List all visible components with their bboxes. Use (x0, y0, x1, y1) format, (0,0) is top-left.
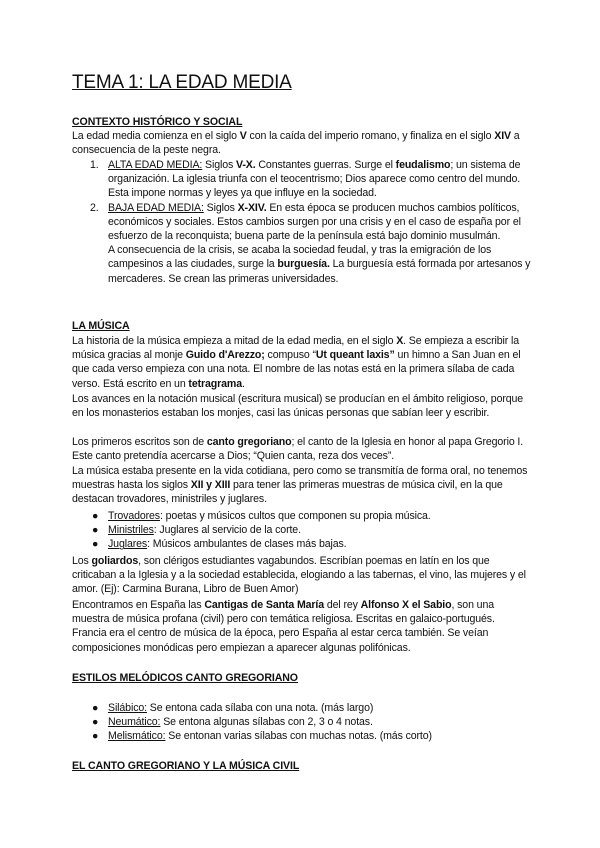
section-heading-estilos: ESTILOS MELÓDICOS CANTO GREGORIANO (72, 672, 298, 684)
list-item-trovadores: ● Trovadores: poetas y músicos cultos que componen su propia música. (92, 510, 431, 522)
list-item-neumatico: ● Neumático: Se entona algunas sílabas con 2, 3 o 4 notas. (92, 716, 373, 729)
section-heading-canto-civil: EL CANTO GREGORIANO Y LA MÚSICA CIVIL (72, 760, 300, 772)
periods-list (72, 158, 532, 286)
page-title: TEMA 1: LA EDAD MEDIA (72, 72, 292, 93)
contexto-intro: La edad media comienza en el siglo V con la caída del imperio romano, y finaliza en el siglo XIV a consecuencia de la peste negra. (72, 130, 520, 157)
musica-paragraph-4: La música estaba presente en la vida cotidiana, pero como se transmitía de forma oral, no tenemos muestras hasta los siglos XII y XIII para tener las primeras muestras de música civil, en la que destacan trovadores, ministriles y juglares. (72, 465, 528, 506)
musicos-list (72, 509, 532, 552)
musica-paragraph-1: La historia de la música empieza a mitad de la edad media, en el siglo X. Se empieza a escribir la música gracias al monje Guido d'Arezzo; compuso “Ut queant laxis” un himno a San Juan en el que cada verso empieza con una nota. El nombre de las notas está en la primera sílaba de cada verso. Está escrito en un tetragrama. (72, 335, 521, 390)
estilos-list (72, 701, 532, 744)
list-item-juglares: ● Juglares: Músicos ambulantes de clases más bajas. (92, 538, 347, 551)
list-item-ministriles: ● Ministriles: Juglares al servicio de la corte. (92, 524, 301, 537)
musica-paragraph-3: Los primeros escritos son de canto gregoriano; el canto de la Iglesia en honor al papa Gregorio I. Este canto pretendía acercarse a Dios; “Quien canta, reza dos veces”. (72, 436, 524, 463)
section-heading-contexto: CONTEXTO HISTÓRICO Y SOCIAL (72, 116, 243, 128)
list-item-alta-edad-media: 1. ALTA EDAD MEDIA: Siglos V-X. Constantes guerras. Surge el feudalismo; un sistema de organización. La iglesia triunfa con el teocentrismo; Dios aparece como centro del mundo. Esta impone normas y leyes ya que influye en la sociedad. (90, 159, 521, 200)
section-heading-musica: LA MÚSICA (72, 320, 130, 332)
list-item-melismatico: ● Melismático: Se entonan varias sílabas con muchas notas. (más corto) (92, 730, 432, 743)
musica-paragraph-6: Encontramos en España las Cantigas de Santa María del rey Alfonso X el Sabio, son una muestra de música profana (civil) pero con temática religiosa. Escritas en galaico-portugués. Francia era el centro de música de la época, pero España al estar cerca también. Se veían composiciones monódicas pero empiezan a aparecer algunas polifónicas. (72, 599, 495, 654)
musica-paragraph-5: Los goliardos, son clérigos estudiantes vagabundos. Escribían poemas en latín en los que criticaban a la Iglesia y a la sociedad establecida, elogiando a las tabernas, el vino, las mujeres y el amor. (Ej): Carmina Burana, Libro de Buen Amor) (72, 555, 526, 596)
list-item-baja-edad-media: 2. BAJA EDAD MEDIA: Siglos X-XIV. En esta época se producen muchos cambios políticos, económicos y sociales. Estos cambios surgen por una crisis y en el caso de españa por el esfuerzo de la reconquista; buena parte de la península está bajo dominio musulmán. A consecuencia de la crisis, se acaba la sociedad feudal, y tras la emigración de los campesinos a las ciudades, surge la burguesía. La burguesía está formada por artesanos y mercaderes. Se crean las primeras universidades. (90, 201, 531, 285)
list-item-silabico: ● Silábico: Se entona cada sílaba con una nota. (más largo) (92, 702, 374, 714)
musica-paragraph-2: Los avances en la notación musical (escritura musical) se producían en el ámbito religioso, porque en los monasterios estaban los monjes, casi las únicas personas que sabían leer y escribir. (72, 393, 524, 420)
